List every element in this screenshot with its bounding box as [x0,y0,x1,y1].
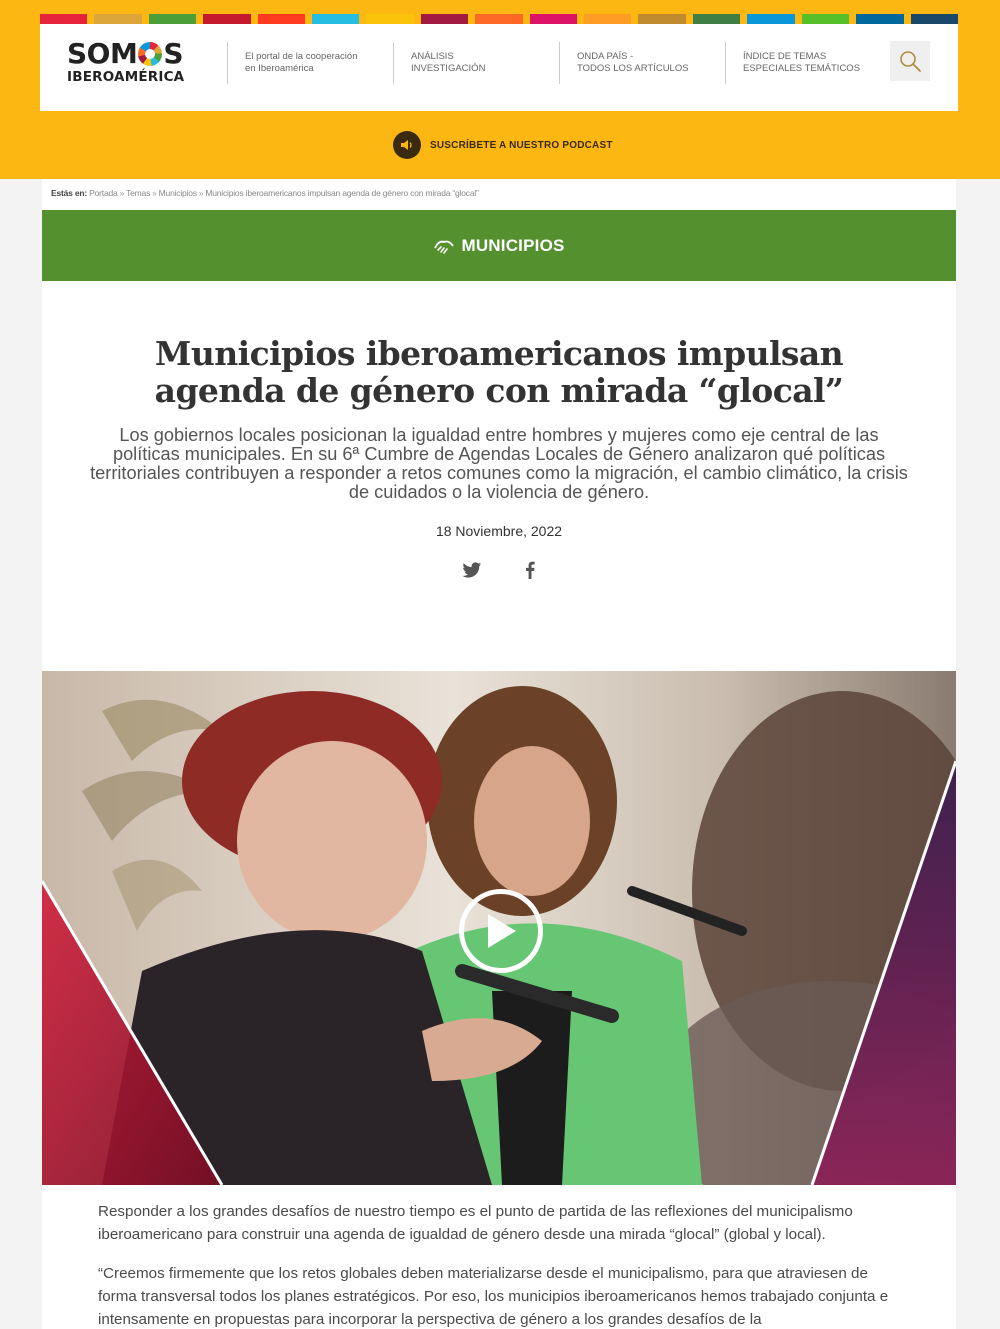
nav-onda-line2: TODOS LOS ARTÍCULOS [577,63,689,74]
podcast-label: SUSCRÍBETE A NUESTRO PODCAST [430,139,613,151]
title-line-1: Municipios iberoamericanos impulsan [154,334,844,373]
article-subtitle: Los gobiernos locales posicionan la igualdad entre hombres y mujeres como eje central de las políticas municipales. En su 6ª Cumbre de Agendas Locales de Género analizaron qué políticas territoriales contribuyen a responder a retos comunes como la migración, el cambio climático, la crisis de cuidados o la violencia de género. [90,425,908,502]
title-line-2: agenda de género con mirada “glocal” [154,371,844,410]
handshake-icon [433,236,455,256]
share-buttons [462,560,536,580]
site-logo[interactable] [67,37,197,90]
sdg-color-segment [475,14,522,24]
play-button[interactable] [459,889,543,973]
nav-portal-line1: El portal de la cooperación [245,51,358,62]
logo-text-b: S [163,37,184,70]
sdg-color-segment [312,14,359,24]
category-banner[interactable] [42,210,956,281]
logo-subtext: IBEROAMÉRICA [67,69,185,85]
hero-video[interactable] [42,671,956,1185]
search-icon [898,49,922,73]
nav-analisis-line2: INVESTIGACIÓN [411,63,486,74]
play-icon [484,912,518,950]
sdg-wheel-icon [138,42,162,66]
breadcrumb-municipios[interactable]: Municipios [158,188,197,198]
breadcrumb-temas[interactable]: Temas [126,188,151,198]
nav-analisis-line1: ANÁLISIS [411,51,454,62]
top-banner [0,0,1000,179]
site-header [40,24,958,111]
breadcrumb-separator: » [119,188,125,198]
speaker-icon [393,131,421,159]
nav-onda-line1: ONDA PAÍS - [577,51,634,62]
nav-indice[interactable] [725,42,860,84]
sdg-color-segment [911,14,958,24]
sdg-color-segment [584,14,631,24]
sdg-color-segment [149,14,196,24]
nav-indice-line1: ÍNDICE DE TEMAS [743,51,827,62]
category-label: MUNICIPIOS [461,235,565,255]
facebook-icon[interactable] [524,561,536,579]
logo-wordmark [67,37,197,70]
nav-portal[interactable] [227,42,358,84]
sdg-color-segment [530,14,577,24]
sdg-color-strip [40,14,958,24]
sdg-color-segment [747,14,794,24]
article-date: 18 Noviembre, 2022 [435,523,563,539]
breadcrumb-home[interactable]: Portada [89,188,118,198]
nav-portal-line2: en Iberoamérica [245,63,314,74]
sdg-color-segment [40,14,87,24]
sdg-color-segment [421,14,468,24]
breadcrumb-prefix: Estás en: [51,188,87,198]
article-container [42,179,956,1329]
nav-indice-line2: ESPECIALES TEMÁTICOS [743,63,861,74]
sdg-color-segment [693,14,740,24]
article-paragraph: “Creemos firmemente que los retos globales deben materializarse desde el municipalismo, para que atraviesen de forma transversal todos los planes estratégicos. Por eso, los municipios iberoamericanos hemos trabajado conjunta e intensamente en propuestas para incorporar la perspectiva de género a los grandes desafíos de la [98,1265,889,1328]
search-button[interactable] [890,41,930,81]
sdg-color-segment [366,14,413,24]
sdg-color-segment [94,14,141,24]
sdg-color-segment [802,14,849,24]
sdg-color-segment [856,14,903,24]
logo-text-a: SOM [67,37,138,70]
sdg-color-segment [203,14,250,24]
twitter-icon[interactable] [462,562,482,579]
sdg-color-segment [258,14,305,24]
nav-onda-pais[interactable] [559,42,689,84]
breadcrumb-separator: » [152,188,157,198]
breadcrumb-current: Municipios iberoamericanos impulsan agenda de género con mirada “glocal” [205,188,479,198]
sdg-color-segment [638,14,685,24]
article-title [102,335,896,409]
breadcrumb [51,188,479,198]
nav-analisis[interactable] [393,42,485,84]
podcast-subscribe-link[interactable] [393,131,613,159]
breadcrumb-separator: » [198,188,204,198]
article-paragraph: Responder a los grandes desafíos de nuestro tiempo es el punto de partida de las reflexiones del municipalismo iberoamericano para construir una agenda de igualdad de género desde una mirada “glocal” (global y local). [98,1203,853,1243]
